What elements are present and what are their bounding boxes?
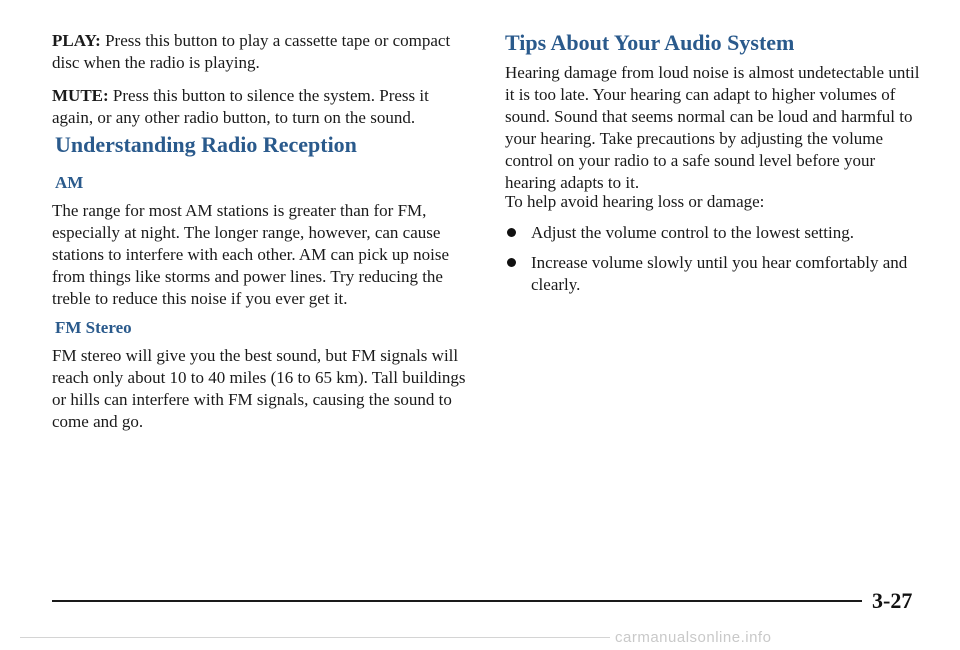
bullet-list-item	[505, 222, 920, 244]
bullet-icon	[507, 228, 516, 237]
play-term: PLAY:	[52, 31, 101, 50]
audio-tips-heading: Tips About Your Audio System	[505, 30, 795, 55]
bullet-text: Increase volume slowly until you hear comfortably and clearly.	[531, 253, 908, 294]
mute-term: MUTE:	[52, 86, 109, 105]
am-paragraph: The range for most AM stations is greater than for FM, especially at night. The longer range, however, can cause stations to interfere with each other. AM can pick up noise from things like storms and power lines. Try reducing the treble to reduce this noise if you ever get it.	[52, 201, 450, 308]
watermark: carmanualsonline.info	[615, 629, 772, 646]
bullet-icon	[507, 258, 516, 267]
page-number: 3-27	[872, 588, 913, 613]
footer-rule	[52, 600, 862, 602]
mute-paragraph	[52, 85, 470, 129]
play-text: Press this button to play a cassette tape or compact disc when the radio is playing.	[52, 31, 451, 72]
bullet-text: Adjust the volume control to the lowest setting.	[531, 223, 854, 242]
am-heading: AM	[55, 173, 84, 192]
mute-text: Press this button to silence the system. Press it again, or any other radio button, to turn on the sound.	[52, 86, 429, 127]
scan-artifact-line	[20, 637, 610, 638]
fm-paragraph: FM stereo will give you the best sound, but FM signals will reach only about 10 to 40 miles (16 to 65 km). Tall buildings or hills can interfere with FM signals, causing the sound to come and go.	[52, 346, 466, 431]
radio-reception-heading: Understanding Radio Reception	[55, 132, 357, 157]
audio-tips-lead-in: To help avoid hearing loss or damage:	[505, 192, 765, 211]
audio-tips-intro: Hearing damage from loud noise is almost undetectable until it is too late. Your hearing can adapt to higher volumes of sound. Sound that seems normal can be loud and harmful to your hearing. Take precautions by adjusting the volume control on your radio to a safe sound level before your hearing adapts to it.	[505, 63, 920, 192]
bullet-list-item	[505, 252, 920, 296]
play-paragraph	[52, 30, 470, 74]
fm-stereo-heading: FM Stereo	[55, 318, 132, 337]
